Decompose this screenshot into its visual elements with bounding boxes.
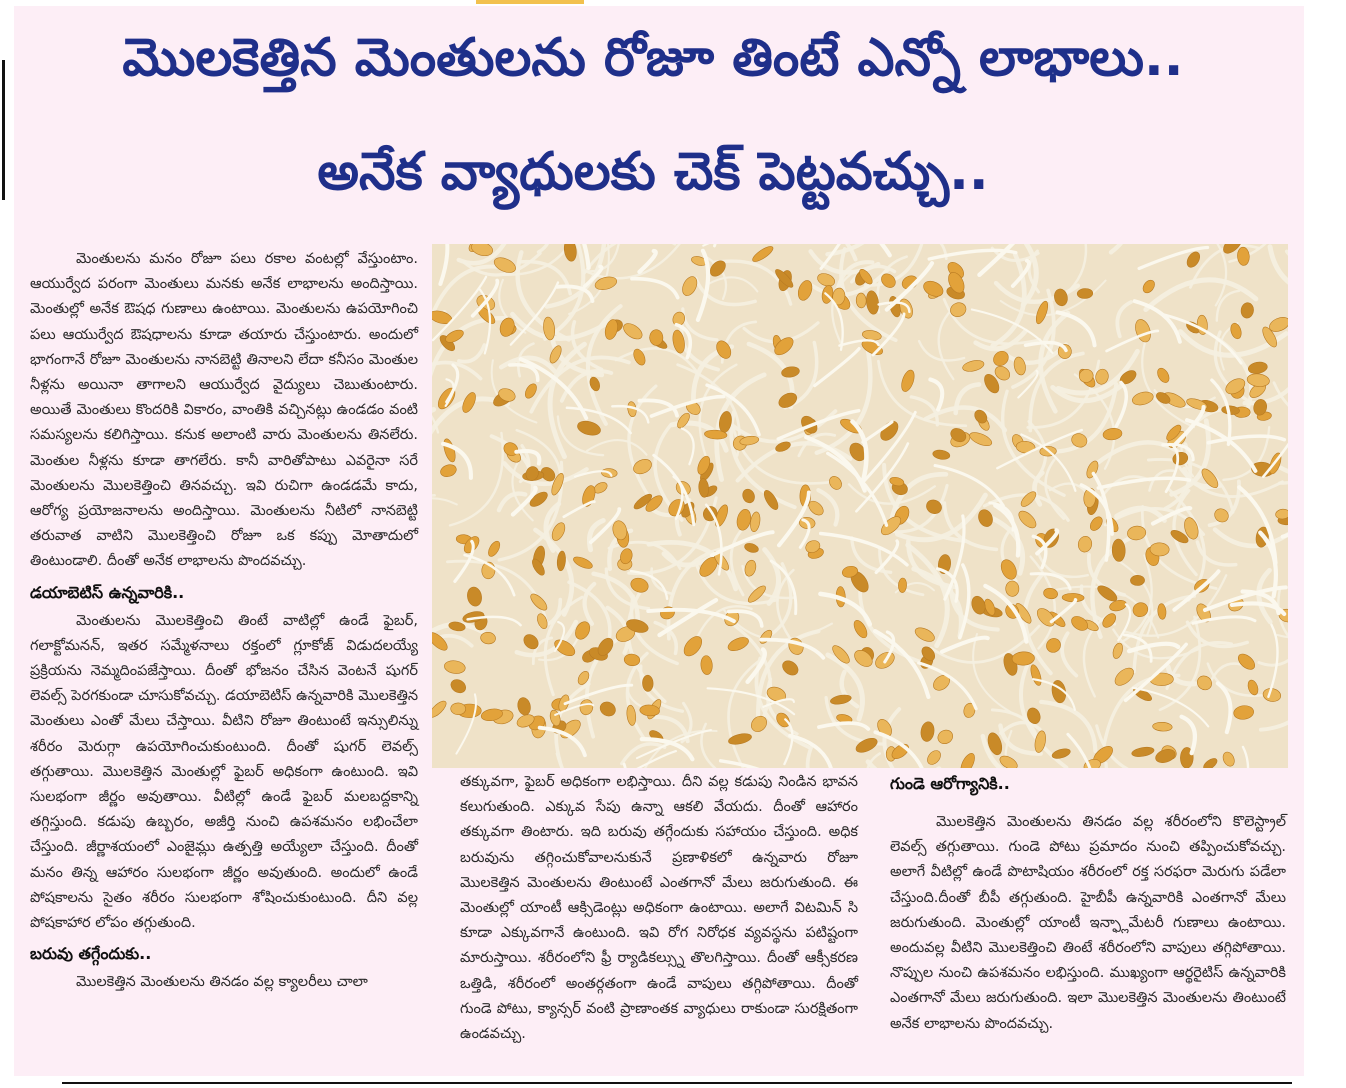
weight-paragraph-continued: తక్కువగా, ఫైబర్ అధికంగా లభిస్తాయి. దీని వల్ల కడుపు నిండిన భావన కలుగుతుంది. ఎక్కువ సేపు ఉన్నా ఆకలి వేయదు. దీంతో ఆహారం తక్కువగా తింటారు. ఇది బరువు తగ్గేందుకు సహాయం చేస్తుంది. అధిక బరువును తగ్గించుకోవాలనుకునే ప్రణాళికలో ఉన్నవారు రోజూ మొలకెత్తిన మెంతులను తింటుంటే ఎంతగానో మేలు జరుగుతుంది. ఈ మెంతుల్లో యాంటీ ఆక్సిడెంట్లు అధికంగా ఉంటాయి. అలాగే విటమిన్ సి కూడా ఎక్కువగానే ఉంటుంది. ఇవి రోగ నిరోధక వ్యవస్థను పటిష్టంగా మారుస్తాయి. శరీరంలోని ఫ్రీ ర్యాడికల్స్ను తొలగిస్తాయి. దీంతో ఆక్సీకరణ ఒత్తిడి, శరీరంలో అంతర్గతంగా ఉండే వాపులు తగ్గిపోతాయి. దీంతో గుండె పోటు, క్యాన్సర్ వంటి ప్రాణాంతక వ్యాధులు రాకుండా సురక్షితంగా ఉండవచ్చు. [460,774,858,1043]
column-middle [460,770,858,1047]
diabetes-paragraph: మెంతులను మొలకెత్తించి తింటే వాటిల్లో ఉండే ఫైబర్, గలాక్టోమనన్, ఇతర సమ్మేళనాలు రక్తంలో గ్లూకోజ్ విడుదలయ్యే ప్రక్రియను నెమ్మదింపజేస్తాయి. దీంతో భోజనం చేసిన వెంటనే షుగర్ లెవల్స్ పెరగకుండా చూసుకోవచ్చు. డయాబెటిస్ ఉన్నవారికి మొలకెత్తిన మెంతులు ఎంతో మేలు చేస్తాయి. వీటిని రోజూ తింటుంటే ఇన్సులిన్ను శరీరం మెరుగ్గా ఉపయోగించుకుంటుంది. దీంతో షుగర్ లెవల్స్ తగ్గుతాయి. మొలకెత్తిన మెంతుల్లో ఫైబర్ అధికంగా ఉంటుంది. ఇవి సులభంగా జీర్ణం అవుతాయి. వీటిల్లో ఉండే ఫైబర్ మలబద్దకాన్ని తగ్గిస్తుంది. కడుపు ఉబ్బరం, అజీర్తి నుంచి ఉపశమనం లభించేలా చేస్తుంది. జీర్ణాశయంలో ఎంజైమ్లు ఉత్పత్తి అయ్యేలా చేస్తుంది. దీంతో మనం తిన్న ఆహారం సులభంగా జీర్ణం అవుతుంది. అందులో ఉండే పోషకాలను సైతం శరీరం సులభంగా శోషించుకుంటుంది. దీని వల్ల పోషకాహార లోపం తగ్గుతుంది. [30,612,418,932]
top-accent-bar [476,0,584,4]
weight-heading: బరువు తగ్గేందుకు.. [30,944,152,964]
column-right [890,772,1286,1037]
sprouts-illustration [432,244,1288,768]
column-left [30,247,418,995]
intro-paragraph: మెంతులను మనం రోజూ పలు రకాల వంటల్లో వేస్తుంటాం. ఆయుర్వేద పరంగా మెంతులు మనకు అనేక లాభాలను అందిస్తాయి. మెంతుల్లో అనేక ఔషధ గుణాలు ఉంటాయి. మెంతులను ఉపయోగించి పలు ఆయుర్వేద ఔషధాలను కూడా తయారు చేస్తుంటారు. అందులో భాగంగానే రోజూ మెంతులను నానబెట్టి తినాలని లేదా కనీసం మెంతుల నీళ్లను అయినా తాగాలని ఆయుర్వేద వైద్యులు చెబుతుంటారు. అయితే మెంతులు కొందరికి వికారం, వాంతికి వచ్చినట్లు ఉండడం వంటి సమస్యలను కలిగిస్తాయి. కనుక అలాంటి వారు మెంతులను తినలేరు. మెంతుల నీళ్లను కూడా తాగలేరు. కానీ వారితోపాటు ఎవరైనా సరే మెంతులను మొలకెత్తించి తినవచ్చు. ఇవి రుచిగా ఉండడమే కాదు, ఆరోగ్య ప్రయోజనాలను అందిస్తాయి. మెంతులను నీటిలో నానబెట్టి తరువాత వాటిని మొలకెత్తించి రోజూ ఒక కప్పు మోతాదులో తింటుండాలి. దీంతో అనేక లాభాలను పొందవచ్చు. [30,251,418,570]
headline-line-1: మొలకెత్తిన మెంతులను రోజూ తింటే ఎన్నో లాభాలు.. [122,28,1184,88]
weight-paragraph-start: మొలకెత్తిన మెంతులను తినడం వల్ల క్యాలరీలు చాలా [76,974,368,991]
sprouted-fenugreek-photo [432,244,1288,768]
diabetes-heading: డయాబెటిస్ ఉన్నవారికి.. [30,582,185,602]
headline-line-2: అనేక వ్యాధులకు చెక్ పెట్టవచ్చు.. [317,142,989,202]
left-margin-rule [2,60,5,200]
heart-heading: గుండె ఆరోగ్యానికి.. [890,774,1010,793]
bottom-rule [62,1082,1292,1084]
heart-paragraph: మొలకెత్తిన మెంతులను తినడం వల్ల శరీరంలోని కొలెస్ట్రాల్ లెవల్స్ తగ్గుతాయి. గుండె పోటు ప్రమాదం నుంచి తప్పించుకోవచ్చు. అలాగే వీటిల్లో ఉండే పొటాషియం శరీరంలో రక్త సరఫరా మెరుగు పడేలా చేస్తుంది.దీంతో బీపీ తగ్గుతుంది. హైబీపీ ఉన్నవారికి ఎంతగానో మేలు జరుగుతుంది. మెంతుల్లో యాంటీ ఇన్ఫ్లామేటరీ గుణాలు ఉంటాయి. అందువల్ల వీటిని మొలకెత్తించి తింటే శరీరంలోని వాపులు తగ్గిపోతాయి. నొప్పుల నుంచి ఉపశమనం లభిస్తుంది. ముఖ్యంగా ఆర్థరైటిస్ ఉన్నవారికి ఎంతగానో మేలు జరుగుతుంది. ఇలా మొలకెత్తిన మెంతులను తింటుంటే అనేక లాభాలను పొందవచ్చు. [890,814,1286,1032]
